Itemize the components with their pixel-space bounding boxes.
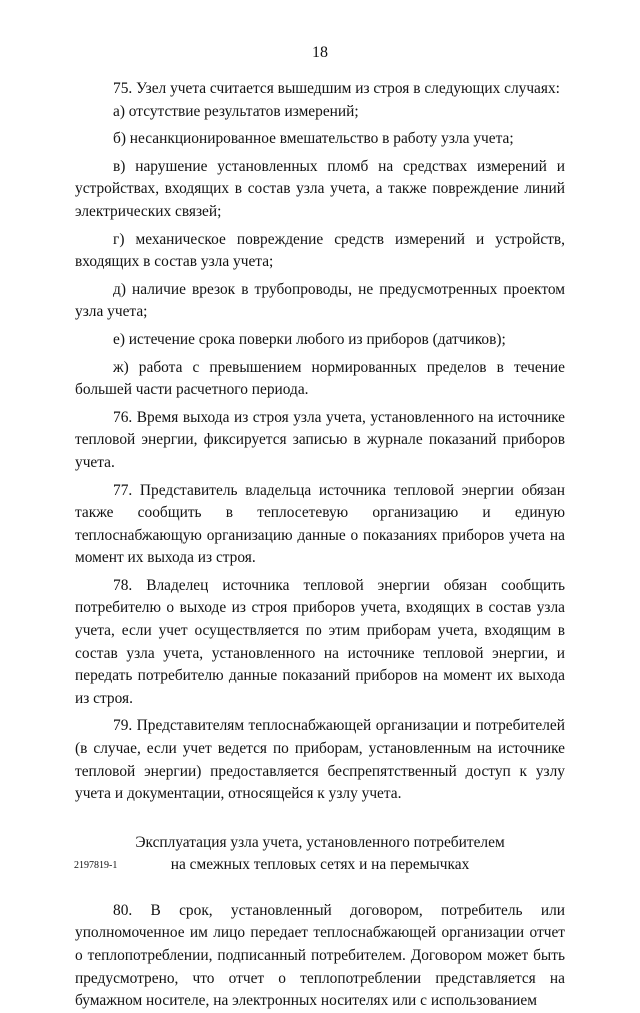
paragraph-78: 78. Владелец источника тепловой энергии обязан сообщить потребителю о выходе из строя приборов учета, входящих в состав узла учета, если учет осуществляется по этим приборам учета, входящим в состав узла учета, установленного на источнике тепловой энергии, и передать потребителю данные показаний приборов на момент их выхода из строя.: [75, 576, 565, 707]
list-item-e: е) истечение срока поверки любого из приборов (датчиков);: [113, 330, 506, 348]
document-code: 2197819-1: [74, 860, 118, 871]
section-heading-line-1: Эксплуатация узла учета, установленного потребителем: [135, 833, 505, 851]
list-item-zh: ж) работа с превышением нормированных пределов в течение большей части расчетного периода.: [75, 358, 565, 399]
list-item-a: а) отсутствие результатов измерений;: [113, 102, 359, 120]
paragraph-76: 76. Время выхода из строя узла учета, установленного на источнике тепловой энергии, фиксируется записью в журнале показаний приборов учета.: [75, 408, 565, 471]
paragraph-79: 79. Представителям теплоснабжающей организации и потребителей (в случае, если учет ведется по приборам, установленным на источнике тепловой энергии) предоставляется беспрепятственный доступ к узлу учета и документации, относящейся к узлу учета.: [75, 717, 565, 803]
paragraph-77: 77. Представитель владельца источника тепловой энергии обязан также сообщить в теплосетевую организацию и единую теплоснабжающую организацию данные о показаниях приборов учета на момент их выхода из строя.: [75, 481, 565, 567]
list-item-v: в) нарушение установленных пломб на средствах измерений и устройствах, входящих в состав узла учета, а также повреждение линий электрических связей;: [75, 157, 565, 220]
list-item-g: г) механическое повреждение средств измерений и устройств, входящих в состав узла учета;: [75, 230, 565, 271]
section-heading: [75, 832, 565, 876]
document-body: [75, 78, 565, 1013]
paragraph-75: 75. Узел учета считается вышедшим из строя в следующих случаях:: [113, 80, 560, 97]
list-item-d: д) наличие врезок в трубопроводы, не предусмотренных проектом узла учета;: [75, 280, 565, 321]
paragraph-80: 80. В срок, установленный договором, потребитель или уполномоченное им лицо передает теплоснабжающей организации отчет о теплопотреблении, подписанный потребителем. Договором может быть предусмотрено, что отчет о теплопотреблении представляется на бумажном носителе, на электронных носителях или с использованием: [75, 901, 565, 1010]
list-item-b: б) несанкционированное вмешательство в работу узла учета;: [113, 130, 514, 148]
page-number: 18: [312, 44, 328, 61]
section-heading-line-2: на смежных тепловых сетях и на перемычках: [170, 855, 470, 873]
